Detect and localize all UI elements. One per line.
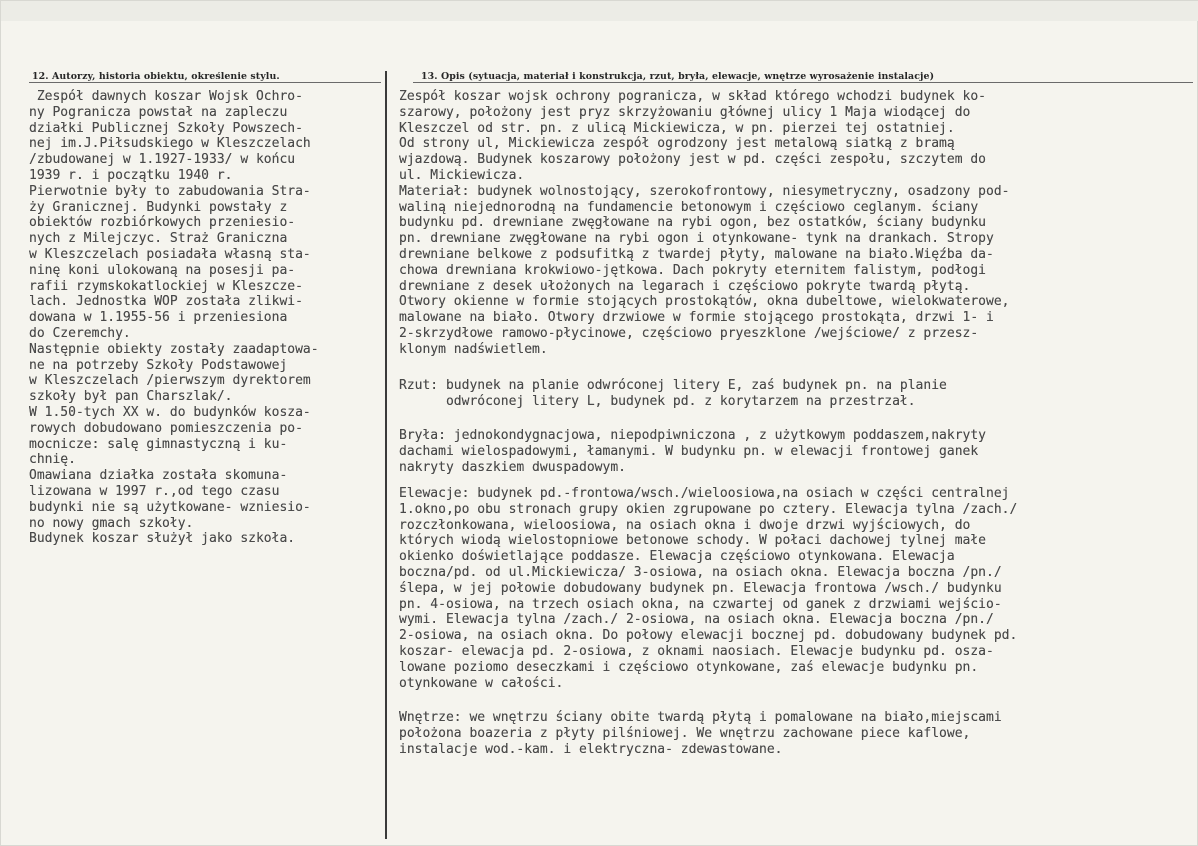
text-line: koszar- elewacja pd. 2-osiowa, z oknami naosiach. Elewacje budynku pd. osza- — [399, 643, 994, 659]
text-line: w Kleszczelach /pierwszym dyrektorem — [29, 373, 311, 389]
text-line: rafii rzymskokatlockiej w Kleszcze- — [29, 278, 303, 294]
text-line: drewniane belkowe z podsufitką z twardej płyty, malowane na biało.Więźba da- — [399, 246, 994, 262]
text-line: obiektów rozbiórkowych przeniesio- — [29, 215, 296, 231]
text-line: ul. Mickiewicza. — [399, 167, 525, 183]
heading-rule-right — [413, 82, 1193, 83]
heading-rule-left — [29, 82, 381, 83]
text-line: ny Pogranicza powstał na zapleczu — [29, 104, 288, 120]
text-line: otynkowane w całości. — [399, 675, 564, 691]
text-line: odwróconej litery L, budynek pd. z korytarzem na przestrzał. — [399, 393, 916, 409]
text-line: wjazdową. Budynek koszarowy położony jest w pd. części zespołu, szczytem do — [399, 152, 986, 168]
text-line: rowych dobudowano pomieszczenia po- — [29, 420, 303, 436]
text-line: 2-osiowa, na osiach okna. Do połowy elewacji bocznej pd. dobudowany budynek pd. — [399, 628, 1018, 644]
text-line: Od strony ul, Mickiewicza zespół ogrodzony jest metalową siatką z bramą — [399, 136, 955, 152]
rzut-text — [399, 378, 1195, 410]
elewacje-text — [399, 486, 1195, 691]
text-line: boczna/pd. od ul.Mickiewicza/ 3-osiowa, na osiach okna. Elewacja boczna /pn./ — [399, 564, 1002, 580]
text-line: /zbudowanej w 1.1927-1933/ w końcu — [29, 152, 296, 168]
text-line: W 1.50-tych XX w. do budynków kosza- — [29, 404, 311, 420]
text-line: instalacje wod.-kam. i elektryczna- zdewastowane. — [399, 741, 783, 757]
text-line: Następnie obiekty zostały zaadaptowa- — [29, 341, 319, 357]
wnetrze-text — [399, 710, 1195, 757]
text-line: dachami wielospadowymi, łamanymi. W budynku pn. w elewacji frontowej ganek — [399, 443, 979, 459]
text-line: ne na potrzeby Szkoły Podstawowej — [29, 357, 288, 373]
text-line: Zespół dawnych koszar Wojsk Ochro- — [29, 89, 303, 104]
section-13-heading: 13. Opis (sytuacja, materiał i konstrukcja, rzut, bryła, elewacje, wnętrze wyrosażenie instalacje) — [421, 71, 935, 82]
column-divider — [385, 71, 387, 839]
text-line: pn. 4-osiowa, na trzech osiach okna, na czwartej od ganek z drzwiami wejścio- — [399, 596, 1002, 612]
text-line: nakryty daszkiem dwuspadowym. — [399, 459, 626, 475]
text-line: Omawiana działka została skomuna- — [29, 468, 288, 484]
text-line: pn. drewniane zwęgłowane na rybi ogon i otynkowane- tynk na drankach. Stropy — [399, 231, 994, 247]
text-line: Elewacje: budynek pd.-frontowa/wsch./wieloosiowa,na osiach w części centralnej — [399, 486, 1010, 501]
text-line: ninę koni ulokowaną na posesji pa- — [29, 262, 296, 278]
section-12-heading: 12. Autorzy, historia obiektu, określenie stylu. — [32, 71, 280, 82]
text-line: położona boazeria z płyty pilśniowej. We wnętrzu zachowane piece kaflowe, — [399, 725, 971, 741]
text-line: do Czeremchy. — [29, 325, 131, 341]
text-line: 2-skrzydłowe ramowo-płycinowe, częściowo pryeszklone /wejściowe/ z przesz- — [399, 325, 979, 341]
text-line: Budynek koszar służył jako szkoła. — [29, 531, 296, 547]
text-line: działki Publicznej Szkoły Powszech- — [29, 120, 303, 136]
text-line: no nowy gmach szkoły. — [29, 515, 194, 531]
text-line: rozczłonkowana, wieloosiowa, na osiach okna i dwoje drzwi wyjściowych, do — [399, 517, 971, 533]
text-line: szkoły był pan Charszlak/. — [29, 389, 233, 405]
text-line: nych z Milejczyc. Straż Graniczna — [29, 231, 288, 247]
text-line: chnię. — [29, 452, 76, 468]
text-line: 1939 r. i początku 1940 r. — [29, 167, 233, 183]
text-line: Zespół koszar wojsk ochrony pogranicza, w skład którego wchodzi budynek ko- — [399, 89, 986, 104]
text-line: lowane poziomo deseczkami i częściowo otynkowane, zaś elewacje budynku pn. — [399, 659, 979, 675]
bryla-text — [399, 428, 1195, 475]
text-line: klonym nadświetlem. — [399, 341, 548, 357]
history-text — [29, 89, 384, 547]
text-line: dowana w 1.1955-56 i przeniesiona — [29, 310, 288, 326]
text-line: Kleszczel od str. pn. z ulicą Mickiewicza, w pn. pierzei tej ostatniej. — [399, 120, 955, 136]
text-line: Materiał: budynek wolnostojący, szerokofrontowy, niesymetryczny, osadzony pod- — [399, 183, 1010, 199]
text-line: 1.okno,po obu stronach grupy okien zgrupowane po cztery. Elewacja tylna /zach./ — [399, 501, 1018, 517]
text-line: szarowy, położony jest pryz skrzyżowaniu głównej ulicy 1 Maja wiodącej do — [399, 104, 971, 120]
text-line: drewniane z desek ułożonych na legarach i częściowo pokryte twardą płytą. — [399, 278, 971, 294]
text-line: okienko doświetlające poddasze. Elewacja częściowo otynkowana. Elewacja — [399, 549, 955, 565]
text-line: malowane na biało. Otwory drzwiowe w formie stojącego prostokąta, drzwi 1- i — [399, 310, 994, 326]
text-line: budynki nie są użytkowane- wzniesio- — [29, 499, 311, 515]
text-line: Otwory okienne w formie stojących prostokątów, okna dubeltowe, wielokwaterowe, — [399, 294, 1010, 310]
text-line: lach. Jednostka WOP została zlikwi- — [29, 294, 303, 310]
text-line: Bryła: jednokondygnacjowa, niepodpiwniczona , z użytkowym poddaszem,nakryty — [399, 428, 986, 443]
text-line: których wiodą wielostopniowe betonowe schody. W połaci dachowej tylnej małe — [399, 533, 986, 549]
text-line: Rzut: budynek na planie odwróconej litery E, zaś budynek pn. na planie — [399, 378, 947, 393]
text-line: waliną niejednorodną na fundamencie betonowym i częściowo ceglanym. ściany — [399, 199, 979, 215]
text-line: budynku pd. drewniane zwęgłowane na rybi ogon, bez ostatków, ściany budynku — [399, 215, 986, 231]
text-line: w Kleszczelach posiadała własną sta- — [29, 246, 311, 262]
text-line: mocnicze: salę gimnastyczną i ku- — [29, 436, 288, 452]
text-line: Wnętrze: we wnętrzu ściany obite twardą płytą i pomalowane na biało,miejscami — [399, 710, 1002, 725]
text-line: ślepa, w jej połowie dobudowany budynek pn. Elewacja frontowa /wsch./ budynku — [399, 580, 1002, 596]
scan-top-band — [1, 1, 1198, 21]
text-line: lizowana w 1997 r.,od tego czasu — [29, 483, 280, 499]
text-line: ży Granicznej. Budynki powstały z — [29, 199, 288, 215]
text-line: wymi. Elewacja tylna /zach./ 2-osiowa, na osiach okna. Elewacja boczna /pn./ — [399, 612, 994, 628]
description-intro-text — [399, 89, 1195, 358]
text-line: chowa drewniana krokwiowo-jętkowa. Dach pokryty eternitem falistym, podłogi — [399, 262, 986, 278]
text-line: Pierwotnie były to zabudowania Stra- — [29, 183, 311, 199]
text-line: nej im.J.Piłsudskiego w Kleszczelach — [29, 136, 311, 152]
